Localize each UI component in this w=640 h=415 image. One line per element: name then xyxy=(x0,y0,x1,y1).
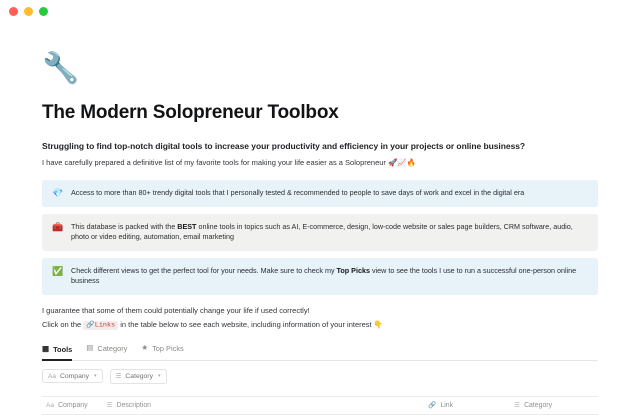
maximize-window-button[interactable] xyxy=(39,7,48,16)
chevron-down-icon: ▾ xyxy=(94,373,97,380)
column-header-link-label: Link xyxy=(440,401,454,409)
column-header-description-label: Description xyxy=(116,401,151,409)
column-header-category-label: Category xyxy=(524,401,553,409)
link-icon: 🔗 xyxy=(428,402,437,410)
callout-text-emphasis: Top Picks xyxy=(336,265,370,275)
tab-top-picks-label: Top Picks xyxy=(152,343,184,353)
close-window-button[interactable] xyxy=(9,7,18,16)
tab-tools-label: Tools xyxy=(53,344,73,354)
filter-category[interactable] xyxy=(110,369,167,384)
links-code-chip: 🔗Links xyxy=(83,321,118,330)
click-instruction xyxy=(42,320,598,330)
page-lede: Struggling to find top-notch digital tools to increase your productivity and efficiency in your projects or online business? xyxy=(42,141,526,151)
toolbox-icon: 🧰 xyxy=(52,221,64,232)
filter-company-label: Company xyxy=(59,372,90,380)
select-property-icon: ☰ xyxy=(514,402,521,410)
callout-text: Access to more than 80+ trendy digital tools that I personally tested & recommended to people to save days of work and excel in the digital era xyxy=(71,188,525,197)
tab-tools[interactable] xyxy=(42,345,72,361)
column-header-company-label: Company xyxy=(58,401,88,409)
star-view-icon: ★ xyxy=(141,343,149,353)
column-header-description[interactable] xyxy=(103,397,425,414)
check-mark-icon: ✅ xyxy=(52,265,64,276)
page-title[interactable]: The Modern Solopreneur Toolbox xyxy=(42,102,339,123)
callout-text-pre: Check different views to get the perfect tool for your needs. Make sure to check my xyxy=(71,265,337,275)
gem-icon: 💎 xyxy=(52,188,64,198)
database-view-tabs xyxy=(42,344,598,361)
callout-text-pre: This database is packed with the xyxy=(71,221,178,231)
column-header-company[interactable] xyxy=(42,397,103,414)
table-view-icon: ▦ xyxy=(42,344,50,354)
callout-text-post: online tools in topics such as AI, E-commerce, design, low-code website or sales page builders, CRM software, audio, photo or video editing, automation, email marketing xyxy=(71,221,573,242)
tab-top-picks[interactable] xyxy=(141,344,183,355)
callout-text-post: view to see the tools I use to run a successful one-person online business xyxy=(71,265,577,286)
callout-text xyxy=(71,222,588,243)
click-instruction-pre: Click on the xyxy=(42,319,82,329)
column-header-link[interactable] xyxy=(424,397,510,414)
select-property-icon: ☰ xyxy=(115,373,122,381)
tab-category[interactable] xyxy=(86,344,127,355)
tab-category-label: Category xyxy=(97,343,128,353)
page-subtext: I have carefully prepared a definitive list of my favorite tools for making your life easier as a Solopreneur 🚀📈🔥 xyxy=(42,158,417,167)
wrench-icon: 🔧 xyxy=(42,52,80,85)
text-property-icon: Aa xyxy=(46,401,55,409)
callout-block xyxy=(42,214,598,251)
click-instruction-post: in the table below to see each website, including information of your interest 👇 xyxy=(120,319,384,329)
page-content xyxy=(0,52,640,415)
window-titlebar xyxy=(0,0,640,22)
chevron-down-icon: ▾ xyxy=(157,373,161,380)
filter-company[interactable] xyxy=(42,369,103,383)
callout-text-emphasis: BEST xyxy=(177,221,197,231)
filter-bar xyxy=(42,369,598,384)
callout-block xyxy=(42,180,598,207)
callout-block xyxy=(42,258,598,295)
minimize-window-button[interactable] xyxy=(24,7,33,16)
callout-text xyxy=(71,266,588,287)
text-property-icon: Aa xyxy=(48,372,56,380)
board-view-icon: ▤ xyxy=(86,343,94,353)
callout-list xyxy=(42,180,598,295)
text-lines-icon: ☰ xyxy=(106,402,113,410)
table-header-row xyxy=(42,396,598,415)
filter-category-label: Category xyxy=(125,372,153,380)
column-header-category[interactable] xyxy=(510,397,598,414)
guarantee-note: I guarantee that some of them could potentially change your life if used correctly! xyxy=(42,305,310,315)
